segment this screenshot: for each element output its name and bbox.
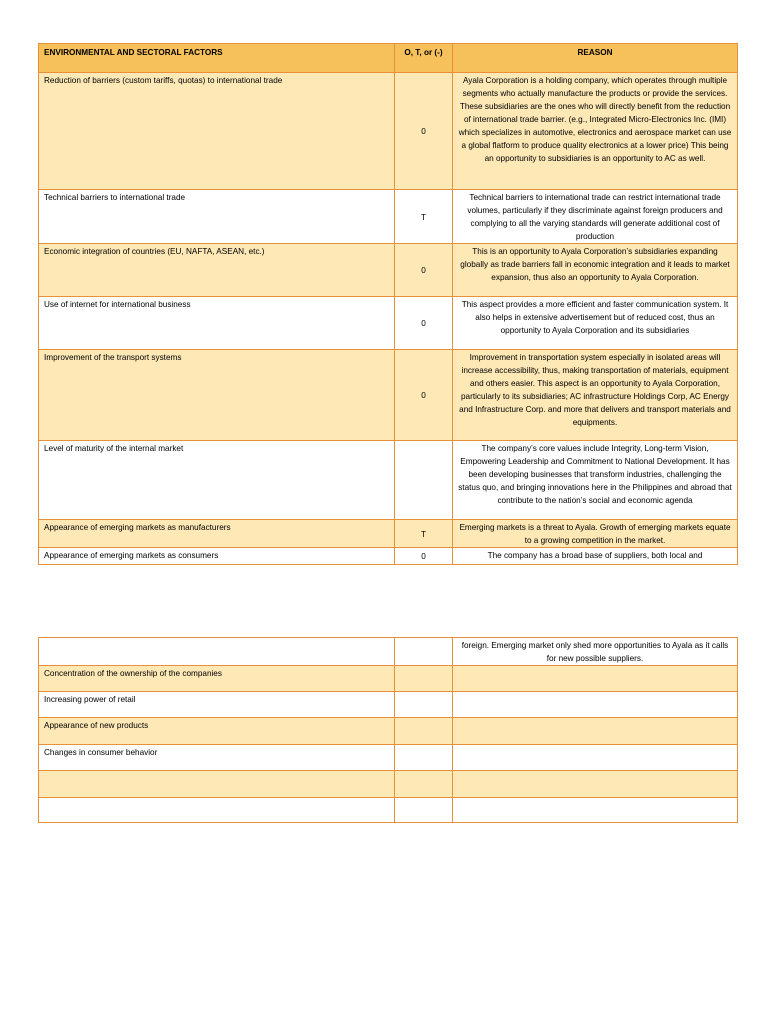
factor-cell: Technical barriers to international trade	[39, 190, 395, 244]
table-row	[39, 441, 738, 520]
type-cell	[395, 798, 453, 823]
type-cell	[395, 666, 453, 692]
factor-cell: Increasing power of retail	[39, 692, 395, 718]
factor-cell: Use of internet for international business	[39, 297, 395, 350]
factor-cell: Concentration of the ownership of the companies	[39, 666, 395, 692]
type-cell	[395, 745, 453, 771]
type-cell: 0	[395, 73, 453, 190]
table-row	[39, 798, 738, 823]
reason-cell	[453, 692, 738, 718]
reason-cell: foreign. Emerging market only shed more opportunities to Ayala as it calls for new possible suppliers.	[453, 638, 738, 666]
reason-cell: Emerging markets is a threat to Ayala. Growth of emerging markets equate to a growing competition in the market.	[453, 520, 738, 548]
type-cell: T	[395, 190, 453, 244]
table-row	[39, 718, 738, 745]
type-cell	[395, 771, 453, 798]
factors-table	[38, 43, 738, 565]
table-row	[39, 745, 738, 771]
type-cell: 0	[395, 297, 453, 350]
reason-cell: This is an opportunity to Ayala Corporation’s subsidiaries expanding globally as trade barriers fall in economic integration and it leads to market expansion, thus also an opportunity to Ayala Corporation.	[453, 244, 738, 297]
type-cell	[395, 441, 453, 520]
table-row	[39, 297, 738, 350]
header-reason: REASON	[453, 44, 738, 73]
factor-cell: Level of maturity of the internal market	[39, 441, 395, 520]
factor-cell: Changes in consumer behavior	[39, 745, 395, 771]
table-row	[39, 244, 738, 297]
reason-cell: Technical barriers to international trade can restrict international trade volumes, particularly if they discriminate against foreign producers and complying to all the varying standards will generate additional cost of production	[453, 190, 738, 244]
reason-cell	[453, 771, 738, 798]
reason-cell	[453, 718, 738, 745]
header-factor: ENVIRONMENTAL AND SECTORAL FACTORS	[39, 44, 395, 73]
factor-cell	[39, 771, 395, 798]
factor-cell: Improvement of the transport systems	[39, 350, 395, 441]
factor-cell: Reduction of barriers (custom tariffs, quotas) to international trade	[39, 73, 395, 190]
type-cell: 0	[395, 350, 453, 441]
table-row	[39, 638, 738, 666]
header-type: O, T, or (-)	[395, 44, 453, 73]
type-cell: 0	[395, 244, 453, 297]
type-cell: 0	[395, 548, 453, 565]
type-cell	[395, 718, 453, 745]
reason-cell	[453, 666, 738, 692]
factor-cell: Appearance of emerging markets as consumers	[39, 548, 395, 565]
factor-cell	[39, 638, 395, 666]
table-row	[39, 73, 738, 190]
factor-cell: Economic integration of countries (EU, NAFTA, ASEAN, etc.)	[39, 244, 395, 297]
table-row	[39, 692, 738, 718]
factors-table-continued	[38, 637, 738, 823]
reason-cell: The company has a broad base of suppliers, both local and	[453, 548, 738, 565]
reason-cell	[453, 798, 738, 823]
table-row	[39, 771, 738, 798]
table-row	[39, 548, 738, 565]
type-cell	[395, 638, 453, 666]
factor-cell: Appearance of new products	[39, 718, 395, 745]
reason-cell: This aspect provides a more efficient and faster communication system. It also helps in extensive advertisement but of reduced cost, thus an opportunity to Ayala Corporation and its subsidiaries	[453, 297, 738, 350]
type-cell: T	[395, 520, 453, 548]
table-row	[39, 350, 738, 441]
reason-cell: Improvement in transportation system especially in isolated areas will increase accessibility, thus, making transportation of materials, equipment and others easier. This aspect is an opportunity to Ayala Corporation, particularly to its subsidiaries; AC infrastructure Holdings Corp, AC Energy and Infrastructure Corp. and more that delivers and transport materials and equipments.	[453, 350, 738, 441]
factor-cell: Appearance of emerging markets as manufacturers	[39, 520, 395, 548]
table-row	[39, 666, 738, 692]
table-row	[39, 190, 738, 244]
factor-cell	[39, 798, 395, 823]
type-cell	[395, 692, 453, 718]
reason-cell: Ayala Corporation is a holding company, which operates through multiple segments who actually manufacture the products or provide the services. These subsidiaries are the ones who will directly benefit from the reduction of international trade barrier. (e.g., Integrated Micro-Electronics Inc. (IMI) which specializes in automotive, electronics and aerospace market can use a global flatform to produce quality electronics at a lower price) This being an opportunity to subsidiaries is an opportunity to AC as well.	[453, 73, 738, 190]
table-row	[39, 520, 738, 548]
reason-cell: The company’s core values include Integrity, Long-term Vision, Empowering Leadership and Commitment to National Development. It has been developing businesses that transform industries, challenging the status quo, and bringing innovations here in the Philippines and abroad that contribute to the nation’s social and economic agenda	[453, 441, 738, 520]
reason-cell	[453, 745, 738, 771]
